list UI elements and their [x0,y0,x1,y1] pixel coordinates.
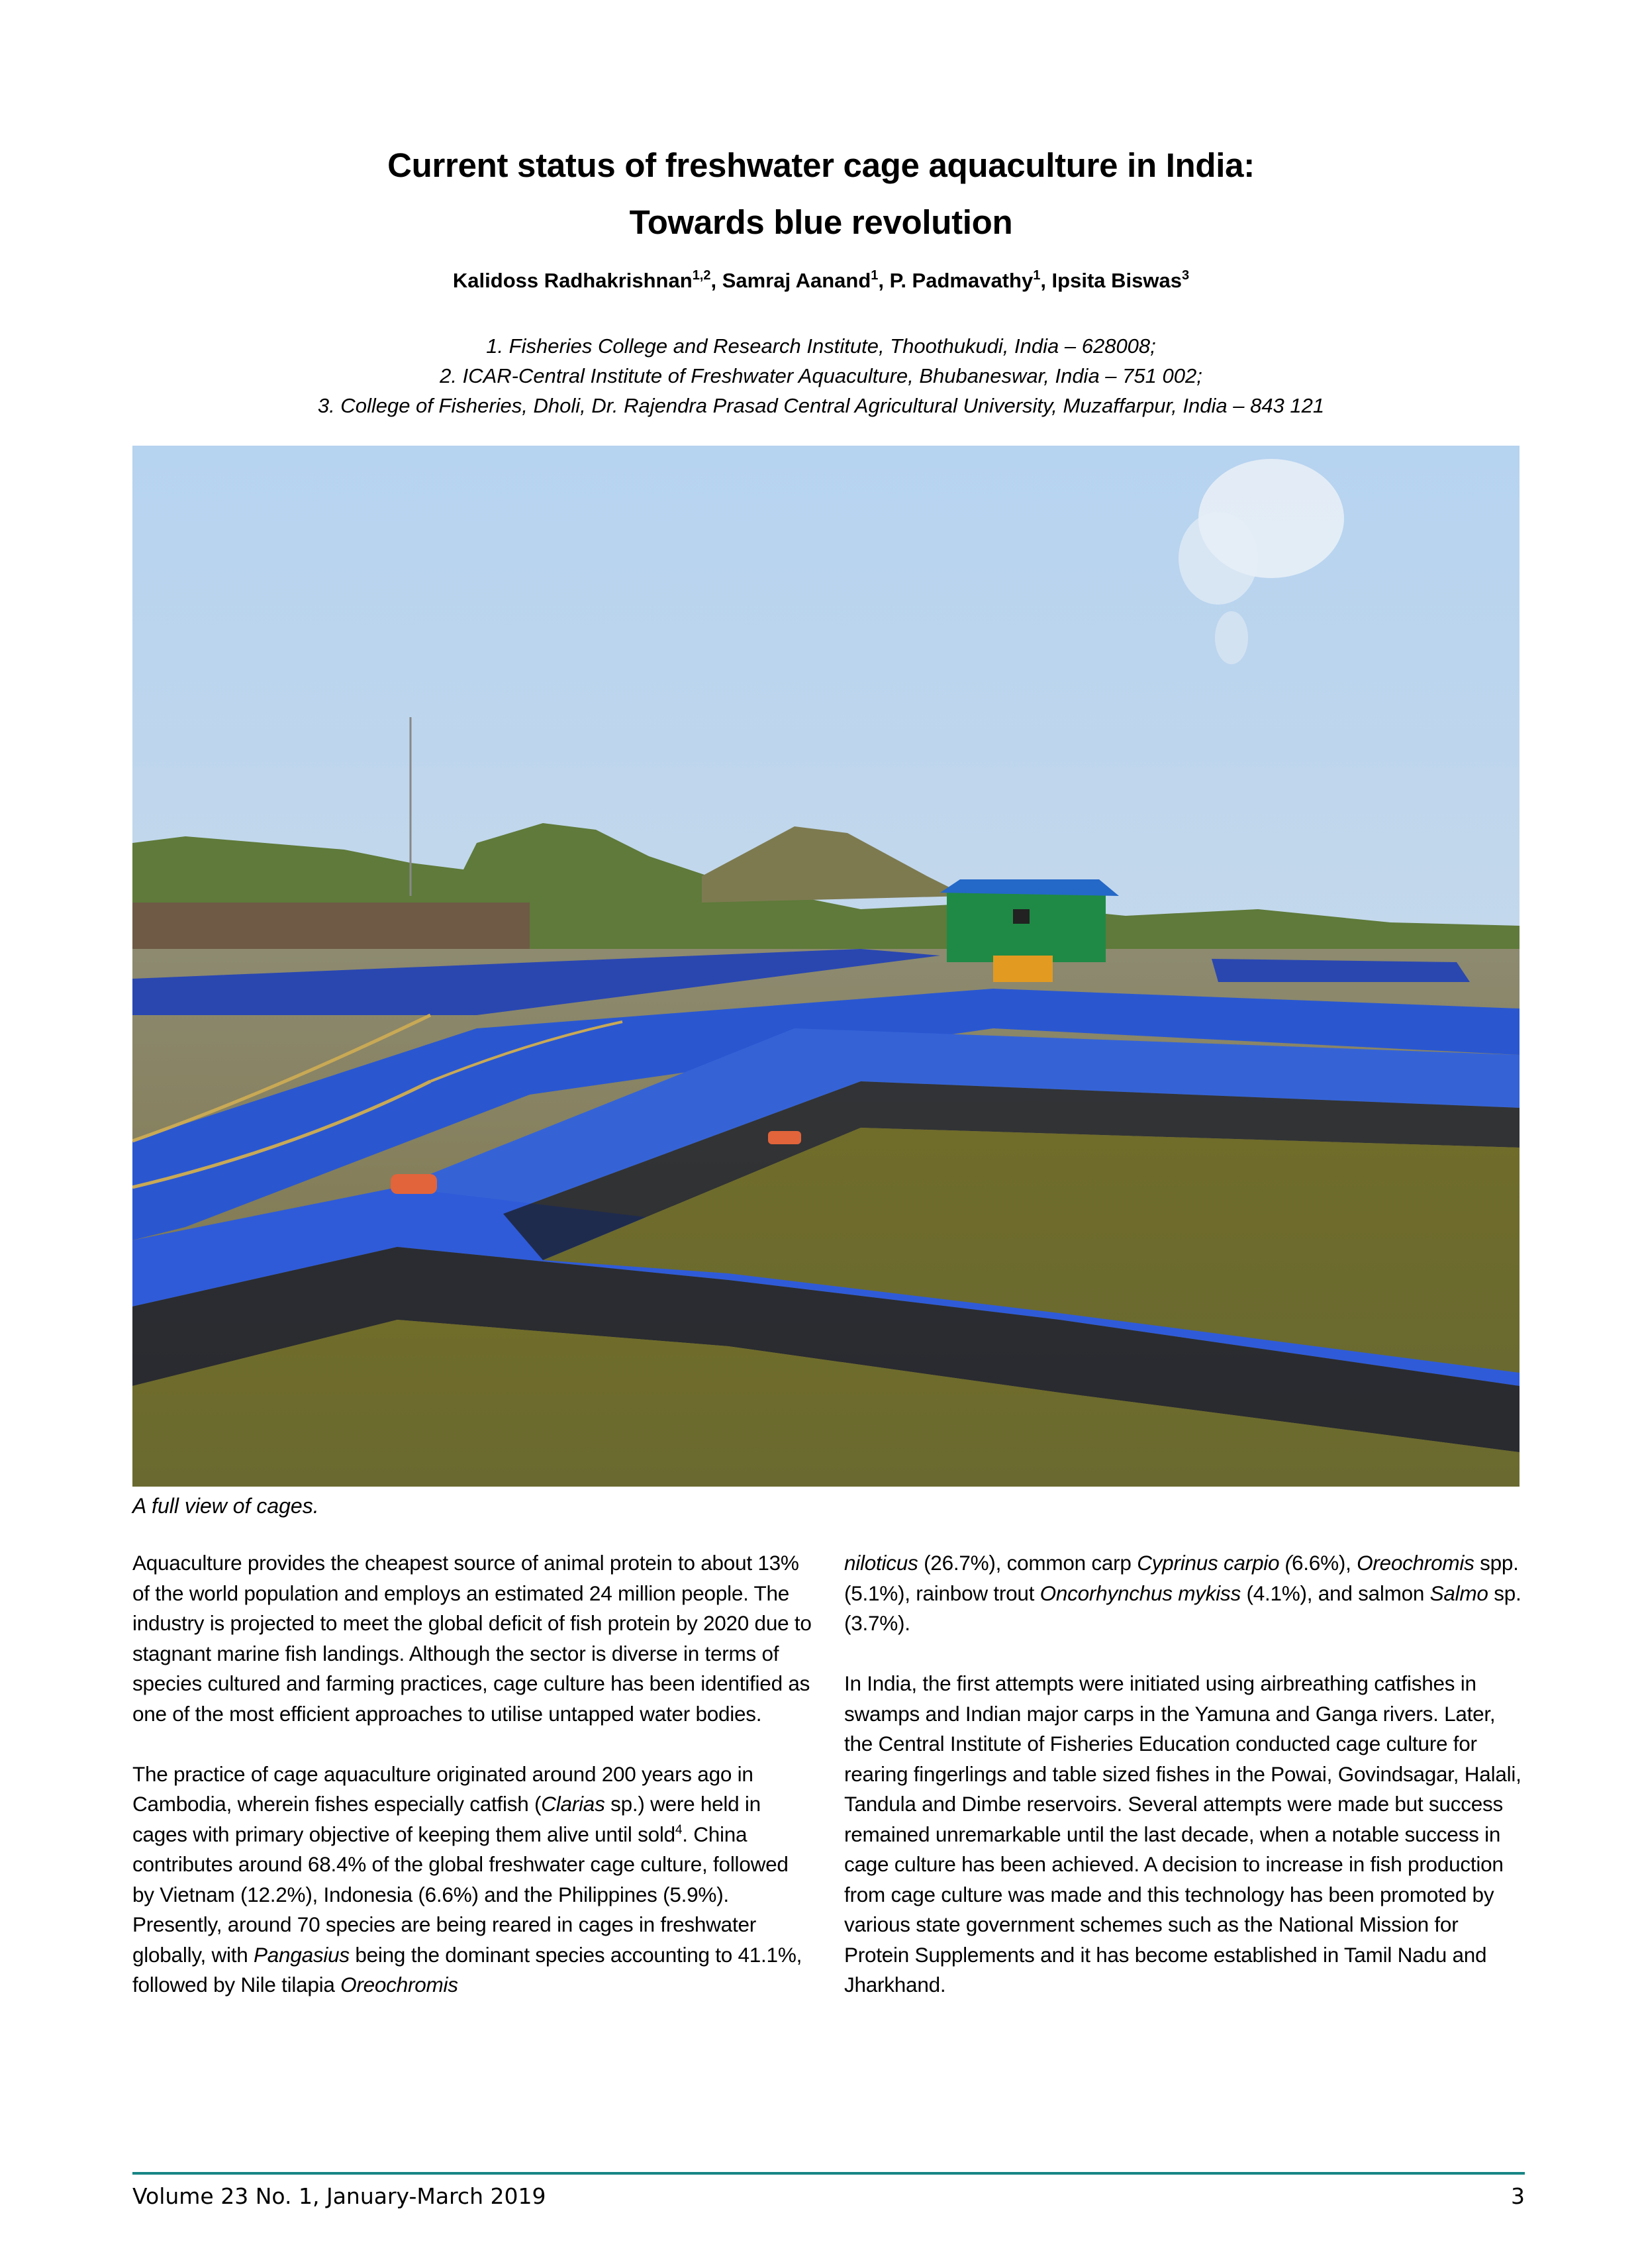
text-run: . China contributes around 68.4% of the global freshwater cage culture, followed by Vietnam (12.2%), Indonesia (6.6%) and the Philippines (5.9%). Presently, around 70 species are being reared in cages in freshwater globally, with [132,1822,789,1967]
affiliation-3: 3. College of Fisheries, Dholi, Dr. Rajendra Prasad Central Agricultural University, Muzaffarpur, India – 843 121 [317,394,1325,417]
species-name: Oreochromis [340,1973,458,1997]
paragraph [132,1759,814,2000]
text-run: The practice of cage aquaculture originated around 200 years ago in Cambodia, wherein fishes especially catfish ( [132,1761,753,1816]
species-name: niloticus [844,1551,918,1575]
author-list: Kalidoss Radhakrishnan$^{1,2}$, Samraj Aanand$^1$, P. Padmavathy$^1$, Ipsita Biswas$^3$ [452,268,1190,292]
species-name: Oncorhynchus mykiss [1039,1581,1241,1605]
text-run: sp.) were held in cages with primary objective of keeping them alive until sold [132,1792,761,1846]
author-name: Ipsita Biswas [1051,269,1182,292]
affiliation-1: 1. Fisheries College and Research Institute, Thoothukudi, India – 628008; [486,334,1156,358]
photo-illustration [132,446,1520,1487]
species-name: Pangasius [254,1942,350,1967]
species-name: Clarias [541,1792,605,1816]
text-run: sp. (3.7%). [844,1581,1521,1635]
text-run: being the dominant species accounting to 41.1%, followed by Nile tilapia [132,1942,802,1997]
page-number: 3 [1511,2183,1525,2209]
author-affiliation-ref: 3 [1181,268,1190,283]
author-affiliation-ref: 1,2 [692,268,711,283]
figure-caption: A full view of cages. [132,1494,319,1518]
affiliation-list [0,331,1642,420]
cage-aquaculture-photo [132,446,1520,1487]
text-run: spp. (5.1%), rainbow trout [844,1551,1519,1605]
journal-issue: Volume 23 No. 1, January-March 2019 [132,2183,546,2209]
author-name: Kalidoss Radhakrishnan [452,269,693,292]
author-affiliation-ref: 1 [871,268,879,283]
body-column-right [844,1548,1526,2030]
text-run: (4.1%), and salmon [1241,1581,1430,1605]
author-affiliation-ref: 1 [1033,268,1041,283]
species-name: Oreochromis [1357,1551,1474,1575]
footer-divider [132,2172,1525,2175]
text-run: (26.7%), common carp [918,1551,1137,1575]
text-run: 6.6%), [1292,1551,1357,1575]
article-title-line-2: Towards blue revolution [629,203,1013,241]
paragraph [844,1548,1526,1639]
reference-marker: 4 [675,1822,683,1837]
paragraph: Aquaculture provides the cheapest source of animal protein to about 13% of the world population and employs an estimated 24 million people. The industry is projected to meet the global deficit of fish protein by 2020 due to stagnant marine fish landings. Although the sector is diverse in terms of species cultured and farming practices, cage culture has been identified as one of the most efficient approaches to utilise untapped water bodies. [132,1551,812,1726]
species-name: Cyprinus carpio ( [1137,1551,1292,1575]
article-title-line-1: Current status of freshwater cage aquaculture in India: [387,146,1255,184]
author-name: P. Padmavathy [889,269,1034,292]
author-name: Samraj Aanand [722,269,871,292]
body-column-left [132,1548,814,2030]
paragraph: In India, the first attempts were initiated using airbreathing catfishes in swamps and Indian major carps in the Yamuna and Ganga rivers. Later, the Central Institute of Fisheries Education conducted cage culture for rearing fingerlings and table sized fishes in the Powai, Govindsagar, Halali, Tandula and Dimbe reservoirs. Several attempts were made but success remained unremarkable until the last decade, when a notable success in cage culture has been achieved. A decision to increase in fish production from cage culture was made and this technology has been promoted by various state government schemes such as the National Mission for Protein Supplements and it has become established in Tamil Nadu and Jharkhand. [844,1671,1521,1997]
species-name: Salmo [1429,1581,1488,1605]
affiliation-2: 2. ICAR-Central Institute of Freshwater Aquaculture, Bhubaneswar, India – 751 002; [440,364,1202,387]
